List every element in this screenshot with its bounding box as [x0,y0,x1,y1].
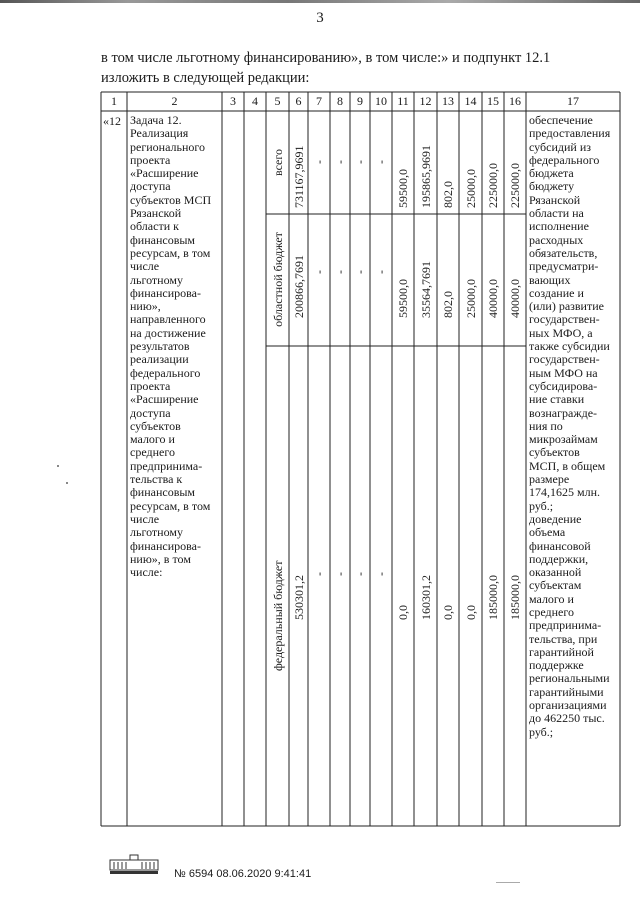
task-line: финансирова- [130,538,201,553]
row-number: «12 [103,114,121,128]
result-line: государствен- [529,312,600,327]
result-line: вознагражде- [529,405,598,420]
task-line: числе: [130,565,163,580]
result-line: региональными [529,671,610,686]
task-line: Задача 12. [130,113,182,127]
federal-value: - [353,572,367,576]
task-line: проекта [130,152,171,167]
task-line: числе [130,511,160,526]
column-header: 13 [442,94,454,108]
scan-speck [496,882,520,883]
result-line: доведение [529,511,582,526]
regional-value: 59500,0 [396,279,410,318]
result-line: обеспечение [529,113,593,127]
federal-value: 185000,0 [486,575,500,620]
task-line: среднего [130,445,175,460]
total-value: 802,0 [441,181,455,208]
regional-value: 802,0 [441,291,455,318]
task-line: на достижение [130,325,206,340]
result-line: малого и [529,591,574,606]
result-line: микрозаймам [529,432,598,447]
task-line: направленного [130,312,206,327]
task-line: области к [130,219,179,234]
regional-value: - [374,270,388,274]
federal-value: 0,0 [396,605,410,620]
task-line: льготному [130,272,183,287]
result-line: области на [529,206,584,221]
task-line: федерального [130,365,201,380]
result-line: также субсидии [529,339,610,354]
column-header: 9 [357,94,363,108]
result-line: субсидий из [529,139,591,154]
regional-value: 35564,7691 [418,261,433,318]
task-line: ресурсам, в том [130,245,211,260]
total-value: - [353,160,367,164]
result-line: ным МФО на [529,365,598,380]
task-line: финансирова- [130,285,201,300]
total-value: 195865,9691 [418,145,433,208]
total-value: 59500,0 [396,169,410,208]
task-line: результатов [130,339,190,354]
result-line: создание и [529,285,584,300]
result-line: (или) развитие [529,299,604,314]
regional-value: 40000,0 [486,279,500,318]
federal-value: 0,0 [441,605,455,620]
result-line: гарантийными [529,684,604,699]
result-line: предпринима- [529,618,602,633]
regional-value: - [333,270,347,274]
result-line: организациями [529,698,607,713]
source-label-federal: федеральный бюджет [271,560,285,671]
result-line: поддержке [529,658,584,673]
task-line: субъектов МСП [130,192,212,207]
regional-value: 40000,0 [508,279,522,318]
task-line: доступа [130,405,171,420]
column-header: 15 [487,94,499,108]
result-line: МСП, в общем [529,458,606,473]
task-line: регионального [130,139,206,154]
column-header: 17 [567,94,579,108]
task-line: проекта [130,378,171,393]
intro-line-1: в том числе льготному финансированию», в том числе:» и подпункт 12.1 [101,50,551,66]
regional-value: - [353,270,367,274]
task-line: финансовым [130,232,196,247]
result-line: поддержки, [529,551,589,566]
task-line: «Расширение [130,166,199,181]
task-line: «Расширение [130,392,199,407]
task-line: льготному [130,525,183,540]
federal-value: - [374,572,388,576]
total-value: 225000,0 [486,163,500,208]
result-line: руб.; [529,498,554,513]
total-value: 225000,0 [508,163,522,208]
column-header: 3 [230,94,236,108]
task-line: числе [130,259,160,274]
result-line: федерального [529,152,600,167]
task-line: реализации [130,352,189,367]
column-header: 2 [171,94,178,108]
total-value: 731167,9691 [291,145,306,208]
task-line: Рязанской [130,206,182,221]
column-header: 6 [295,94,302,108]
column-header: 8 [337,94,343,108]
column-header: 4 [252,94,258,108]
result-line: государствен- [529,352,600,367]
printhouse-logo [108,853,160,875]
source-label-regional: областной бюджет [271,232,285,327]
result-line: Рязанской [529,192,581,207]
result-line: гарантийной [529,644,594,659]
total-value: - [312,160,326,164]
result-line: бюджету [529,179,575,194]
result-line: оказанной [529,565,582,580]
column-header: 16 [509,94,521,108]
result-line: 174,1625 млн. [529,485,601,500]
task-line: финансовым [130,485,196,500]
federal-value: 185000,0 [508,575,522,620]
result-line: предоставления [529,126,611,141]
expected-result [529,114,621,739]
result-line: ных МФО, а [529,325,593,340]
task-line: ресурсам, в том [130,498,211,513]
page-number: 3 [316,10,324,26]
task-line: доступа [130,179,171,194]
result-line: среднего [529,604,574,619]
result-line: вающих [529,272,571,287]
column-header: 12 [419,94,432,108]
column-header: 5 [274,94,281,108]
column-header: 10 [375,94,387,108]
result-line: исполнение [529,219,589,234]
result-line: руб.; [529,724,554,739]
federal-value: 160301,2 [418,575,433,620]
result-line: бюджета [529,166,574,181]
result-line: предусматри- [529,259,599,274]
federal-value: 530301,2 [291,575,306,620]
document-footer: № 6594 08.06.2020 9:41:41 [174,868,312,880]
total-value: - [374,160,388,164]
result-line: ние ставки [529,392,585,407]
result-line: ния по [529,418,563,433]
task-description [130,114,222,579]
federal-value: - [333,572,347,576]
regional-value: 25000,0 [463,279,478,318]
intro-line-2: изложить в следующей редакции: [101,70,310,86]
column-header: 14 [464,94,477,108]
task-line: нию», [130,299,161,314]
result-line: обязательств, [529,245,598,260]
task-line: предпринима- [130,458,203,473]
task-line: субъектов [130,418,181,433]
result-line: объема [529,525,566,540]
result-line: субъектов [529,445,580,460]
regional-value: 200866,7691 [291,255,306,318]
result-line: субсидирова- [529,378,598,393]
task-line: тельства к [130,472,183,487]
regional-value: - [312,270,326,274]
federal-value: 0,0 [463,605,478,620]
task-line: Реализация [130,126,189,141]
result-line: размере [529,472,570,487]
result-line: расходных [529,232,584,247]
source-label-total: всего [271,148,285,177]
result-line: субъектам [529,578,582,593]
column-header: 7 [316,94,322,108]
federal-value: - [312,572,326,576]
total-value: 25000,0 [463,169,478,208]
task-line: нию», в том [130,551,191,566]
column-header: 11 [397,94,409,108]
total-value: - [333,160,347,164]
result-line: финансовой [529,538,591,553]
result-line: до 462250 тыс. [529,711,605,726]
result-line: тельства, при [529,631,598,646]
task-line: малого и [130,432,175,447]
column-header: 1 [111,94,117,108]
